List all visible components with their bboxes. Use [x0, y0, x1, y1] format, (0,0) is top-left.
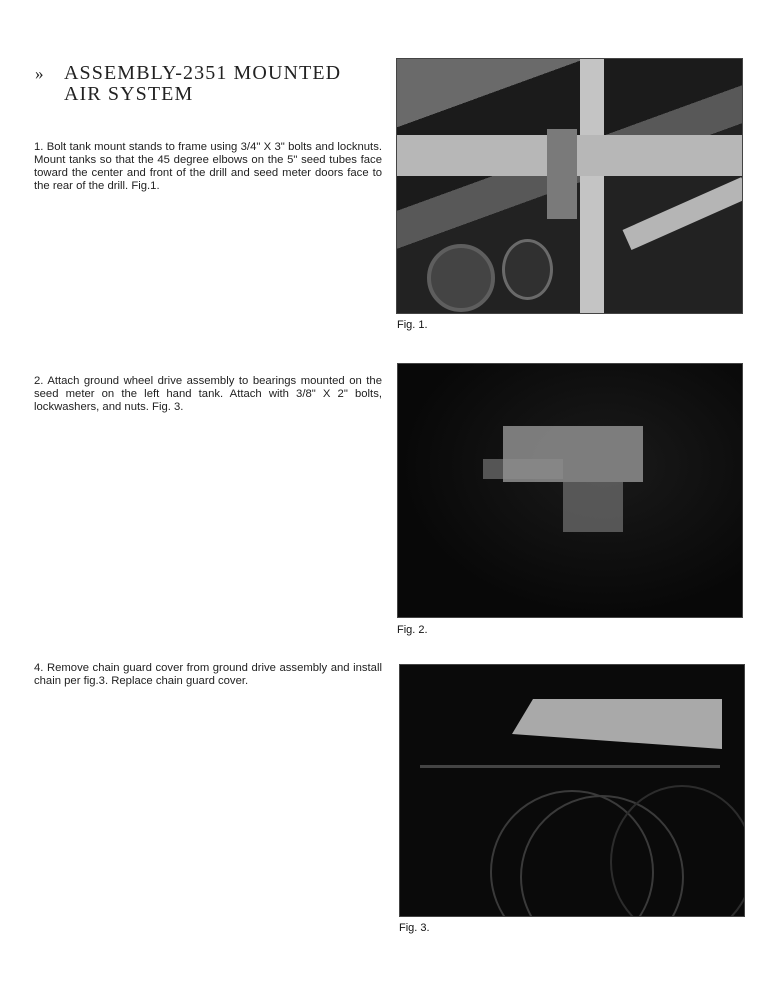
photo-detail — [512, 699, 722, 749]
figure-2-caption: Fig. 2. — [397, 624, 428, 636]
page-title — [35, 63, 385, 105]
photo-detail — [547, 129, 577, 219]
photo-detail — [563, 482, 623, 532]
figure-3-photo — [399, 664, 745, 917]
photo-detail — [502, 239, 553, 300]
figure-1-photo — [396, 58, 743, 314]
figure-3-caption: Fig. 3. — [399, 922, 430, 934]
photo-detail — [623, 177, 743, 250]
figure-1-caption: Fig. 1. — [397, 319, 428, 331]
title-line-2: AIR SYSTEM — [64, 83, 194, 105]
step-4-text: 4. Remove chain guard cover from ground drive assembly and install chain per fig.3. Replace chain guard cover. — [34, 662, 382, 687]
photo-detail — [427, 244, 495, 312]
figure-2-photo — [397, 363, 743, 618]
title-line-1: ASSEMBLY-2351 MOUNTED — [64, 62, 342, 84]
chevron-marker-icon: » — [35, 64, 45, 83]
step-2-text: 2. Attach ground wheel drive assembly to bearings mounted on the seed meter on the left hand tank. Attach with 3/8" X 2" bolts, lockwashers, and nuts. Fig. 3. — [34, 375, 382, 413]
photo-detail — [503, 426, 643, 482]
photo-detail — [420, 765, 720, 768]
step-1-text: 1. Bolt tank mount stands to frame using 3/4" X 3" bolts and locknuts. Mount tanks so that the 45 degree elbows on the 5" seed tubes face toward the center and front of the drill and seed meter doors face to the rear of the drill. Fig.1. — [34, 141, 382, 192]
